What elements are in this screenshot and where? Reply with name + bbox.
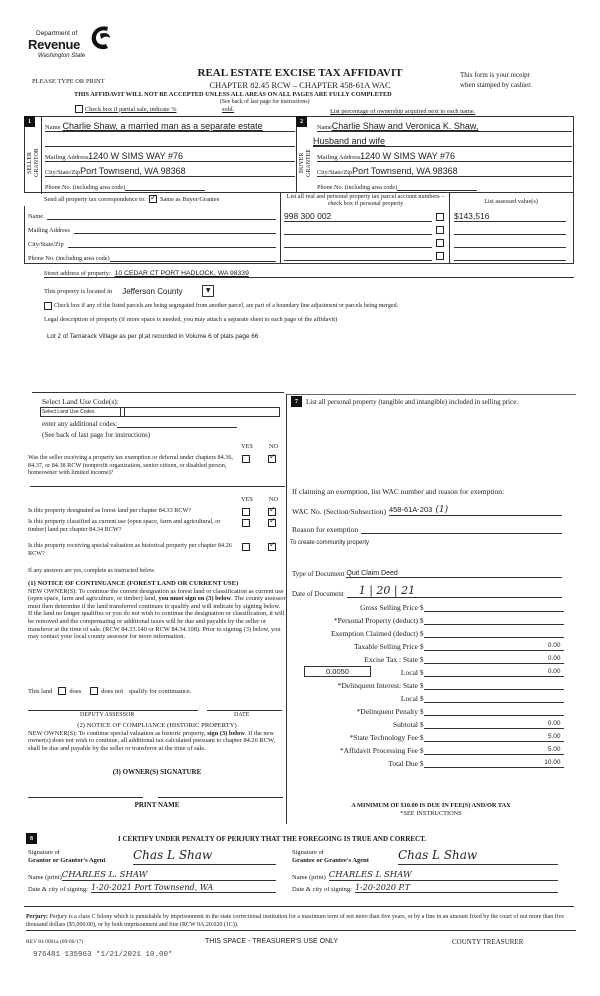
logo-name: Revenue bbox=[28, 37, 81, 52]
total-due-field[interactable]: 10.00 bbox=[424, 758, 564, 768]
yes-header: YES bbox=[241, 443, 253, 450]
parcel-number-field[interactable] bbox=[284, 237, 432, 248]
buyer-mailing-field[interactable]: 1240 W SIMS WAY #76 bbox=[360, 151, 456, 161]
completion-warning: THIS AFFIDAVIT WILL NOT BE ACCEPTED UNLESS ALL AREAS ON ALL PAGES ARE FULLY COMPLETED bbox=[74, 91, 392, 98]
buyer-name-line2-row bbox=[313, 134, 572, 147]
parcel-row bbox=[284, 224, 574, 236]
doc-type-field[interactable]: Quit Claim Deed bbox=[346, 570, 562, 578]
dor-logo bbox=[28, 24, 138, 66]
does-not-qualify-checkbox[interactable] bbox=[90, 687, 98, 695]
seller-phone-row: Phone No. (including area code) bbox=[45, 179, 295, 191]
rev-number: REV 84 0001a (09/06/17) bbox=[26, 939, 84, 945]
form-title: REAL ESTATE EXCISE TAX AFFIDAVIT bbox=[197, 67, 403, 79]
no-header: NO bbox=[269, 443, 279, 450]
grantor-sig-label: Signature of Grantor or Grantor's Agent bbox=[28, 849, 106, 864]
land-use-code-field[interactable] bbox=[125, 408, 279, 416]
parcel-row bbox=[284, 237, 574, 249]
parcels-header: List all real and personal property tax parcel account numbers – check box if personal property bbox=[286, 193, 445, 207]
seller-name-field[interactable]: Charlie Shaw, a married man as a separate estate bbox=[62, 121, 263, 131]
personal-property-checkbox[interactable] bbox=[436, 226, 444, 234]
county-select-value[interactable]: Jefferson County bbox=[122, 286, 183, 296]
notice-compliance-title: (2) NOTICE OF COMPLIANCE (HISTORIC PROPERTY) bbox=[77, 722, 237, 729]
partial-sale-row bbox=[75, 105, 176, 113]
sold-label: sold. bbox=[222, 106, 235, 113]
question-current-use: Is this property classified as current use (open space, farm and agricultural, or timber) land per chapter 84.34 RCW? ✓ bbox=[28, 518, 286, 533]
personal-property-deduct-field[interactable] bbox=[424, 615, 564, 625]
minimum-note: A MINIMUM OF $10.00 IS DUE IN FEE(S) AND/OR TAX bbox=[351, 802, 511, 809]
continuance-row: This land does does not qualify for continuance. bbox=[28, 687, 192, 695]
q3-no-checkbox[interactable] bbox=[268, 519, 276, 527]
amount-row-personal: *Personal Property (deduct) $ bbox=[292, 612, 564, 625]
affidavit-processing-fee-field[interactable]: 5.00 bbox=[424, 745, 564, 755]
section-8-number: 8 bbox=[26, 833, 37, 844]
seller-name-row: Name Charlie Shaw, a married man as a separate estate bbox=[45, 119, 295, 132]
land-use-instructions: (See back of last page for instructions) bbox=[42, 431, 151, 439]
owner-signature-label: (3) OWNER(S) SIGNATURE bbox=[112, 768, 202, 776]
assessor-date-label: DATE bbox=[234, 712, 250, 718]
corr-phone-row: Phone No. (including area code) bbox=[28, 250, 276, 262]
q2-yes-checkbox[interactable] bbox=[242, 508, 250, 516]
county-dropdown-button[interactable]: ▼ bbox=[202, 285, 214, 297]
buyer-phone-row: Phone No. (including area code) bbox=[317, 179, 572, 191]
gross-selling-price-field[interactable] bbox=[424, 602, 564, 612]
corr-phone-field[interactable] bbox=[110, 254, 276, 262]
wac-number-field[interactable]: 458-61A-203 (1) bbox=[389, 505, 562, 516]
q1-no-checkbox[interactable] bbox=[268, 455, 276, 463]
subtotal-field[interactable]: 0.00 bbox=[424, 719, 564, 729]
doc-date-field[interactable]: 1 | 20 | 21 bbox=[347, 584, 562, 598]
personal-property-field[interactable] bbox=[306, 420, 571, 475]
certify-statement: I CERTIFY UNDER PENALTY OF PERJURY THAT THE FOREGOING IS TRUE AND CORRECT. bbox=[118, 835, 427, 843]
land-use-select-value[interactable]: Select Land Use Codes bbox=[41, 408, 121, 416]
grantor-date-row: Date & city of signing: 1-20-2021 Port Townsend, WA bbox=[28, 883, 276, 893]
land-use-label: Select Land Use Code(s): bbox=[42, 397, 119, 406]
grantor-signature-field[interactable]: Chas L Shaw bbox=[133, 848, 276, 865]
street-row: Street address of property: 10 CEDAR CT PORT HADLOCK, WA 98339 bbox=[44, 270, 574, 278]
amount-row-gross: Gross Selling Price $ bbox=[292, 599, 564, 612]
seller-section bbox=[24, 116, 297, 193]
buyer-name-field[interactable]: Charlie Shaw and Veronica K. Shaw, bbox=[331, 121, 479, 131]
amount-row-processing-fee: *Affidavit Processing Fee $ 5.00 bbox=[292, 742, 564, 755]
parcel-number-field[interactable]: 998 300 002 bbox=[284, 211, 432, 222]
grantee-name-row: Name (print) CHARLES L SHAW bbox=[292, 870, 558, 881]
parcels-box bbox=[280, 192, 574, 264]
corr-mailing-field[interactable] bbox=[74, 226, 276, 234]
notice-compliance bbox=[28, 722, 286, 752]
personal-property-checkbox[interactable] bbox=[436, 239, 444, 247]
section-2-number: 2 bbox=[296, 116, 307, 127]
deputy-assessor-line[interactable] bbox=[28, 710, 198, 711]
assessed-value-field[interactable] bbox=[454, 237, 566, 248]
perjury-notice: Perjury: Perjury is a class C felony which is punishable by imprisonment in the state correctional institution for a maximum term of not more than five years, or by a fine in an amount fixed by the court of not more than five thousand dollars ($5,000.00), or by both imprisonment and fine (RCW 9A.20.020 (1C)). bbox=[26, 913, 576, 931]
amount-row-exemption: Exemption Claimed (deduct) $ bbox=[292, 625, 564, 638]
corr-city-row: City/State/Zip bbox=[28, 236, 276, 248]
q4-no-checkbox[interactable] bbox=[268, 543, 276, 551]
print-name-line[interactable] bbox=[158, 797, 283, 798]
assessed-value-field[interactable] bbox=[454, 250, 566, 261]
amount-row-delinquent-local: Local $ bbox=[292, 690, 564, 703]
correspondence-box bbox=[24, 206, 280, 264]
grantee-name-field[interactable]: CHARLES L SHAW bbox=[329, 870, 558, 881]
if-yes-note: If any answers are yes, complete as instructed below. bbox=[28, 568, 156, 574]
notice-continuance bbox=[28, 580, 286, 641]
buyer-section bbox=[296, 116, 574, 193]
receipt-note-1: This form is your receipt bbox=[460, 71, 530, 79]
ownership-note: List percentage of ownership acquired next to each name. bbox=[330, 108, 476, 115]
buyer-name-line2-field[interactable]: Husband and wife bbox=[313, 136, 386, 146]
street-address-field[interactable]: 10 CEDAR CT PORT HADLOCK, WA 98339 bbox=[114, 270, 249, 277]
buyer-side-label: BUYER GRANTEE bbox=[299, 149, 312, 177]
question-historic: Is this property receiving special valuation as historical property per chapter 84.26 RCW? ✓ bbox=[28, 542, 286, 557]
doc-date-row: Date of Document 1 | 20 | 21 bbox=[292, 584, 562, 598]
grantee-sig-label: Signature of Grantee or Grantee's Agent bbox=[292, 849, 369, 864]
grantee-signature-field[interactable]: Chas L Shaw bbox=[398, 848, 558, 865]
dor-logo-icon bbox=[88, 24, 114, 52]
section-1-number: 1 bbox=[24, 116, 35, 127]
land-use-select[interactable] bbox=[40, 407, 280, 417]
amounts-table bbox=[292, 599, 564, 768]
divider bbox=[41, 117, 42, 194]
seller-phone-field[interactable] bbox=[125, 183, 205, 191]
corr-name-field[interactable] bbox=[47, 212, 276, 220]
amount-row-total: Total Due $ 10.00 bbox=[292, 755, 564, 768]
owner-signature-line[interactable] bbox=[28, 797, 143, 798]
county-row: This property is located in Jefferson County ▼ bbox=[44, 285, 214, 297]
assessed-value-field[interactable] bbox=[454, 224, 566, 235]
doc-type-row: Type of Document Quit Claim Deed bbox=[292, 570, 562, 578]
grantor-date-field[interactable]: 1-20-2021 Port Townsend, WA bbox=[91, 883, 276, 893]
taxable-selling-price-field[interactable]: 0.00 bbox=[424, 641, 564, 651]
buyer-mailing-row: Mailing Address 1240 W SIMS WAY #76 bbox=[317, 149, 572, 162]
seller-city-row: City/State/Zip Port Townsend, WA 98368 bbox=[45, 164, 295, 177]
excise-state-field[interactable]: 0.00 bbox=[424, 654, 564, 664]
buyer-city-field[interactable]: Port Townsend, WA 98368 bbox=[352, 166, 458, 176]
wac-row: WAC No. (Section/Subsection) 458-61A-203 (1) bbox=[292, 505, 562, 516]
corr-city-field[interactable] bbox=[68, 240, 276, 248]
amount-row-excise-state: Excise Tax : State $ 0.00 bbox=[292, 651, 564, 664]
personal-property-checkbox[interactable] bbox=[436, 213, 444, 221]
county-treasurer-label: COUNTY TREASURER bbox=[452, 938, 524, 946]
local-rate-field[interactable]: 0.0050 bbox=[304, 666, 371, 677]
reason-line[interactable] bbox=[361, 526, 562, 534]
segregated-row: Check box if any of the listed parcels are being segregated from another parcel, are part of a boundary line adjustment or parcels being merged. bbox=[44, 302, 398, 310]
corr-mailing-row: Mailing Address bbox=[28, 222, 276, 234]
land-use-box bbox=[32, 392, 284, 393]
question-exemption: Was the seller receiving a property tax exemption or deferral under chapters 84.36, 84.37, or 84.38 RCW (nonprofit organization, senior citizen, or disabled person, homeowner with limited income)? ✓ bbox=[28, 454, 286, 477]
receipt-note-2: when stamped by cashier. bbox=[460, 81, 532, 89]
exemption-label: If claiming an exemption, list WAC number and reason for exemption: bbox=[292, 487, 505, 496]
seller-side-label: SELLER GRANTOR bbox=[27, 148, 40, 178]
buyer-name-row: Name Charlie Shaw and Veronica K. Shaw, bbox=[317, 119, 572, 132]
assessed-header: List assessed value(s) bbox=[484, 198, 538, 205]
parcel-number-field[interactable] bbox=[284, 250, 432, 261]
partial-sale-label: Check box if partial sale, indicate % bbox=[85, 105, 177, 113]
additional-codes-row: enter any additional codes: bbox=[42, 420, 237, 428]
personal-property-label: List all personal property (tangible and intangible) included in selling price. bbox=[306, 398, 519, 406]
logo-dept: Department of bbox=[36, 30, 78, 37]
seller-city-field[interactable]: Port Townsend, WA 98368 bbox=[80, 166, 186, 176]
parcel-row bbox=[284, 250, 574, 262]
q2-no-checkbox[interactable] bbox=[268, 508, 276, 516]
grantor-name-field[interactable]: CHARLES L. SHAW bbox=[62, 870, 276, 881]
assessor-date-line[interactable] bbox=[207, 710, 282, 711]
delinquent-interest-local-field[interactable] bbox=[424, 693, 564, 703]
state-technology-fee-field[interactable]: 5.00 bbox=[424, 732, 564, 742]
q3-yes-checkbox[interactable] bbox=[242, 519, 250, 527]
does-qualify-checkbox[interactable] bbox=[58, 687, 66, 695]
see-back-note: (See back of last page for instructions) bbox=[220, 99, 310, 105]
seller-mailing-row: Mailing Address 1240 W SIMS WAY #76 bbox=[45, 149, 295, 162]
legal-description-field[interactable]: Lot 2 of Tamarack Village as per pl;at recorded in Volume 6 of plats page 66 bbox=[47, 333, 259, 340]
same-as-buyer-checkbox[interactable] bbox=[149, 195, 157, 203]
q1-yes-checkbox[interactable] bbox=[242, 455, 250, 463]
deputy-assessor-label: DEPUTY ASSESSOR bbox=[80, 712, 135, 718]
assessed-value-field[interactable]: $143,516 bbox=[454, 211, 566, 222]
legal-label: Legal description of property (if more space is needed, you may attach a separate sheet to each page of the affidavit) bbox=[44, 316, 338, 323]
print-name-label: PRINT NAME bbox=[134, 801, 180, 809]
grantor-name-row: Name (print) CHARLES L. SHAW bbox=[28, 870, 276, 881]
divider bbox=[30, 486, 285, 487]
notice-continuance-body: NEW OWNER(S): To continue the current designation as forest land or classification as current use (open space, farm and agriculture, or timber) land, you must sign on (3) below. The county assessor must then determine if the land transferred continues to qualify and will indicate by signing below. If the land no longer qualifies or you do not wish to continue the designation or classification, it will be removed and the compensating or additional taxes will be due and payable by the seller or transferor at the time of sale. (RCW 84.33.140 or RCW 84.34.108). Prior to signing (3) below, you may contact your local county assessor for more information. bbox=[28, 587, 286, 641]
amount-row-taxable: Taxable Selling Price $ 0.00 bbox=[292, 638, 564, 651]
delinquent-penalty-field[interactable] bbox=[424, 706, 564, 716]
yes-header-2: YES bbox=[241, 496, 253, 503]
corr-name-row: Name bbox=[28, 208, 276, 220]
amount-row-penalty: *Delinquent Penalty $ bbox=[292, 703, 564, 716]
delinquent-interest-state-field[interactable] bbox=[424, 680, 564, 690]
section-7-number: 7 bbox=[291, 396, 302, 407]
buyer-phone-field[interactable] bbox=[397, 183, 477, 191]
excise-local-field[interactable]: 0.00 bbox=[424, 667, 564, 677]
grantee-date-row: Date & city of signing: 1-20-2020 P.T bbox=[292, 883, 558, 893]
segregated-checkbox[interactable] bbox=[44, 302, 52, 310]
amount-row-excise-local: 0.0050 Local $ 0.00 bbox=[292, 664, 564, 677]
treasurer-stamp: 976481 135963 *1/21/2021 10.00* bbox=[33, 951, 173, 959]
parcel-number-field[interactable] bbox=[284, 224, 432, 235]
treasurer-use-label: THIS SPACE - TREASURER'S USE ONLY bbox=[205, 938, 339, 945]
amount-row-delinquent-state: *Delinquent Interest: State $ bbox=[292, 677, 564, 690]
notice-continuance-title: (1) NOTICE OF CONTINUANCE (FOREST LAND OR CURRENT USE) bbox=[28, 580, 239, 587]
question-forest: Is this property designated as forest land per chapter 84.33 RCW? ✓ bbox=[28, 507, 286, 516]
additional-codes-field[interactable] bbox=[117, 420, 237, 428]
no-header-2: NO bbox=[269, 496, 279, 503]
form-subtitle: CHAPTER 82.45 RCW – CHAPTER 458-61A WAC bbox=[209, 80, 391, 90]
parcel-row bbox=[284, 211, 574, 223]
seller-mailing-field[interactable]: 1240 W SIMS WAY #76 bbox=[88, 151, 184, 161]
see-instructions-note: *SEE INSTRUCTIONS bbox=[400, 810, 462, 817]
please-type: PLEASE TYPE OR PRINT bbox=[32, 78, 105, 85]
seller-name-line2[interactable] bbox=[45, 134, 295, 147]
reason-row: Reason for exemption bbox=[292, 525, 562, 534]
buyer-city-row: City/State/Zip Port Townsend, WA 98368 bbox=[317, 164, 572, 177]
personal-property-checkbox[interactable] bbox=[436, 252, 444, 260]
partial-sale-checkbox[interactable] bbox=[75, 105, 83, 113]
reason-field[interactable]: To create community property bbox=[290, 540, 370, 546]
notice-compliance-body: NEW OWNER(S): To continue special valuation as historic property, sign (3) below. If the new owner(s) does not wish to continue, all additional tax calculated pursuant to chapter 84.26 RCW, shall be due and payable by the seller or transferor at the time of sale. bbox=[28, 729, 275, 752]
amount-row-subtotal: Subtotal $ 0.00 bbox=[292, 716, 564, 729]
exemption-claimed-field[interactable] bbox=[424, 628, 564, 638]
logo-state: Washington State bbox=[38, 53, 86, 59]
grantee-date-field[interactable]: 1-20-2020 P.T bbox=[355, 883, 558, 893]
q4-yes-checkbox[interactable] bbox=[242, 543, 250, 551]
correspondence-row: Send all property tax correspondence to: ✓ Same as Buyer/Grantee bbox=[44, 195, 219, 203]
amount-row-tech-fee: *State Technology Fee $ 5.00 bbox=[292, 729, 564, 742]
